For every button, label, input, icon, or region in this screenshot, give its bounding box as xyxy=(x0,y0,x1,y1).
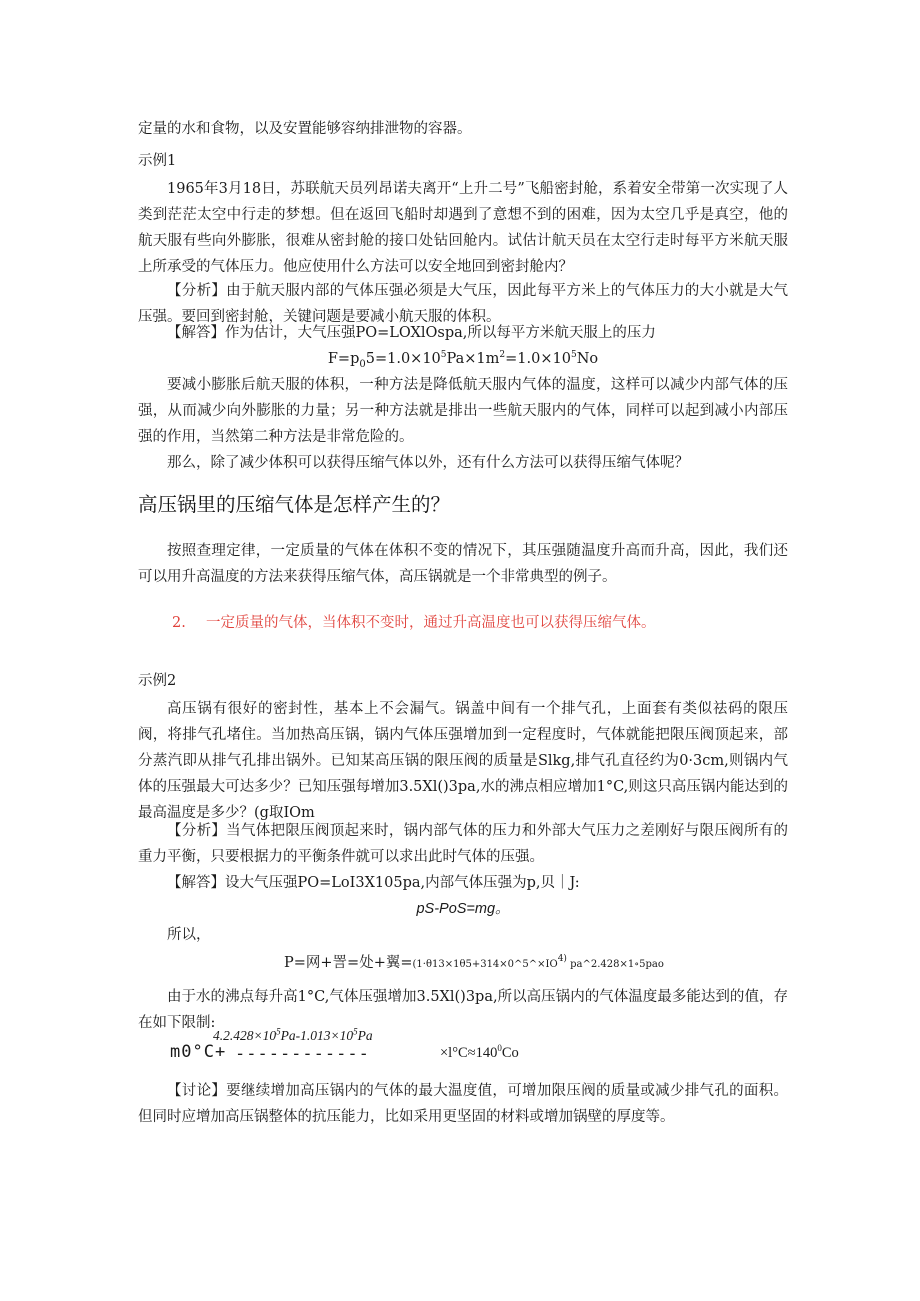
key-point-text: 一定质量的气体，当体积不变时，通过升高温度也可以获得压缩气体。 xyxy=(206,615,656,631)
fraction-result: $\times l^\circ C\approx 140^0Co$ xyxy=(440,1043,519,1061)
example-2-equation-1: pS-PoS=mg。 xyxy=(416,901,510,917)
key-point-number: 2. xyxy=(172,615,186,631)
section-heading: 高压锅里的压缩气体是怎样产生的？ xyxy=(138,493,451,516)
example-1-answer: 【解答】作为估计，大气压强PO=LOXlOspa,所以每平方米航天服上的压力 xyxy=(167,325,656,341)
example-1-paragraph-3: 那么，除了减少体积可以获得压缩气体以外，还有什么方法可以获得压缩气体呢？ xyxy=(167,455,689,471)
fraction-bar: ------------ xyxy=(235,1044,370,1064)
intro-paragraph: 定量的水和食物，以及安置能够容纳排泄物的容器。 xyxy=(138,121,472,137)
key-point xyxy=(172,610,792,636)
fraction-prefix: m0°C+ xyxy=(170,1042,227,1062)
example-2-so: 所以， xyxy=(167,927,211,943)
example-2-discussion: 【讨论】要继续增加高压锅内的气体的最大温度值，可增加限压阀的质量或减少排气孔的面积。但同时应增加高压锅整体的抗压能力，比如采用更坚固的材料或增加锅壁的厚度等。 xyxy=(138,1083,788,1125)
example-2-paragraph-2: 由于水的沸点每升高1°C,气体压强增加3.5Xl()3pa,所以高压锅内的气体温度最多能达到的值，存在如下限制: xyxy=(138,989,788,1031)
example-1-analysis: 【分析】由于航天服内部的气体压强必须是大气压，因此每平方米上的气体压力的大小就是大气压强。要回到密封舱，关键问题是要减小航天服的体积。 xyxy=(138,283,788,325)
fraction-numerator: $4.2.428\times 10^5Pa-1.013\times 10^5Pa$ xyxy=(213,1026,373,1043)
example-1-paragraph-2: 要减小膨胀后航天服的体积，一种方法是降低航天服内气体的温度，这样可以减少内部气体的压强，从而减少向外膨胀的力量；另一种方法就是排出一些航天服内的气体，同样可以起到减小内部压强的作用，当然第二种方法是非常危险的。 xyxy=(138,377,788,445)
example-2-equation-2: P=网+詈=处+翼$=(1\cdot\theta 13\times 1\theta 5+314\times 0\^{}5\^{}\times IO^{4)}$ pa^2.428×1∘5pao xyxy=(284,954,664,971)
example-2-title: 示例2 xyxy=(138,673,177,689)
temperature-fraction xyxy=(165,1028,765,1072)
example-2-analysis: 【分析】当气体把限压阀顶起来时，锅内部气体的压力和外部大气压力之差刚好与限压阀所有的重力平衡，只要根据力的平衡条件就可以求出此时气体的压强。 xyxy=(138,823,788,865)
example-2-answer: 【解答】设大气压强PO=LoI3X105pa,内部气体压强为p,贝｜J: xyxy=(167,875,580,891)
example-1-text: 1965年3月18日，苏联航天员列昂诺夫离开“上升二号”飞船密封舱，系着安全带第一次实现了人类到茫茫太空中行走的梦想。但在返回飞船时却遇到了意想不到的困难，因为太空几乎是真空，他的航天服有些向外膨胀，很难从密封舱的接口处钻回舱内。试估计航天员在太空行走时每平方米航天服上所承受的气体压力。他应使用什么方法可以安全地回到密封舱内？ xyxy=(138,181,788,275)
example-2-text: 高压锅有很好的密封性，基本上不会漏气。锅盖中间有一个排气孔，上面套有类似祛码的限压阀，将排气孔堵住。当加热高压锅，锅内气体压强增加到一定程度时，气体就能把限压阀顶起来，部分蒸汽即从排气孔排出锅外。已知某高压锅的限压阀的质量是Slkg,排气孔直径约为0·3cm,则锅内气体的压强最大可达多少？已知压强每增加3.5Xl()3pa,水的沸点相应增加1°C,则这只高压锅内能达到的最高温度是多少？(g取IOm xyxy=(138,701,788,821)
section-paragraph: 按照查理定律，一定质量的气体在体积不变的情况下，其压强随温度升高而升高，因此，我们还可以用升高温度的方法来获得压缩气体，高压锅就是一个非常典型的例子。 xyxy=(138,543,788,585)
example-1-formula: $F=p_05=1.0\times 10^5Pa\times 1m^2=1.0\times 10^5No$ xyxy=(327,350,599,370)
example-1-title: 示例1 xyxy=(138,153,177,169)
